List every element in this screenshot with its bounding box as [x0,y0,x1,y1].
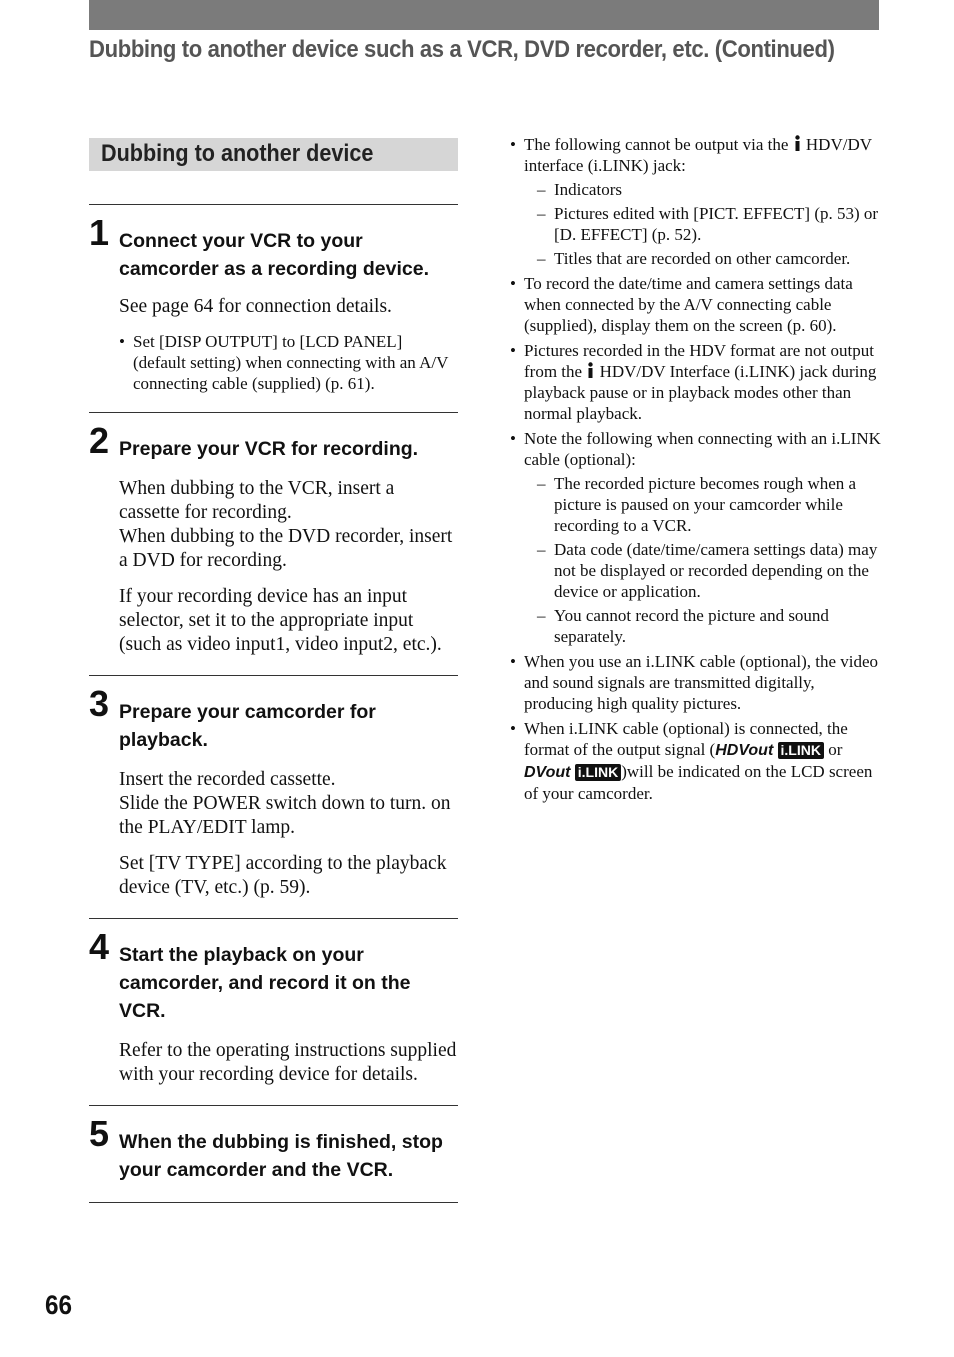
step-heading: Prepare your camcorder for playback. [119,701,376,751]
ilink-icon [793,135,802,153]
step-bullet: • Set [DISP OUTPUT] to [LCD PANEL] (default setting) when connecting with an A/V connecting cable (supplied) (p. 61). [119,331,458,394]
note-item [510,340,882,424]
note-text: Note the following when connecting with an i.LINK cable (optional): [524,429,881,469]
step-text: Insert the recorded cassette. [119,769,336,790]
note-subitem: – Indicators [524,179,882,200]
steps-column [89,204,458,1203]
step-number: 3 [89,683,110,724]
note-subitem: – Pictures edited with [PICT. EFFECT] (p. 53) or [D. EFFECT] (p. 52). [524,203,882,245]
note-item [510,428,882,647]
header-bar [89,0,879,30]
step-2 [89,413,458,675]
step-number: 5 [89,1113,110,1154]
step-text: Refer to the operating instructions supplied with your recording device for details. [119,1040,457,1085]
ilink-badge: i.LINK [575,764,621,781]
note-subitem: – The recorded picture becomes rough when a picture is paused on your camcorder while recording to a VCR. [524,473,882,536]
ilink-badge: i.LINK [778,742,824,759]
step-heading: When the dubbing is finished, stop your camcorder and the VCR. [119,1131,443,1181]
note-text: HDV/DV interface (i.LINK) jack: [524,135,872,175]
note-text: Pictures recorded in the HDV format are not output from the [524,341,874,381]
note-text: )will be indicated on the LCD screen of your camcorder. [524,762,873,803]
page-number: 66 [45,1290,73,1320]
step-number: 1 [89,212,110,253]
note-item: • When you use an i.LINK cable (optional), the video and sound signals are transmitted digitally, producing high quality pictures. [510,651,882,714]
step-text: See page 64 for connection details. [119,296,392,317]
note-item [510,134,882,269]
step-text: Slide the POWER switch down to turn. on the PLAY/EDIT lamp. [119,793,451,838]
note-text: or [828,740,843,759]
note-text: The following cannot be output via the [524,135,789,154]
note-item: • To record the date/time and camera settings data when connected by the A/V connecting cable (supplied), display them on the screen (p. 60). [510,273,882,336]
hdvout-badge: HDVout [715,742,774,759]
step-heading: Connect your VCR to your camcorder as a recording device. [119,230,429,280]
divider [89,1202,458,1203]
step-text: When dubbing to the VCR, insert a cassette for recording. [119,478,395,523]
page-title: Dubbing to another device such as a VCR, DVD recorder, etc. (Continued) [89,36,835,63]
note-text: HDV/DV Interface (i.LINK) jack during playback pause or in playback modes other than normal playback. [524,362,877,423]
step-text: When dubbing to the DVD recorder, insert a DVD for recording. [119,526,453,571]
step-text: Set [TV TYPE] according to the playback device (TV, etc.) (p. 59). [119,853,447,898]
ilink-icon [586,362,595,380]
notes-column [510,134,882,808]
dvout-badge: DVout [524,764,571,781]
note-subitem: – Titles that are recorded on other camcorder. [524,248,882,269]
step-text: If your recording device has an input selector, set it to the appropriate input (such as video input1, video input2, etc.). [119,586,442,655]
note-item [510,718,882,804]
step-5 [89,1106,458,1202]
step-4 [89,919,458,1105]
section-title: Dubbing to another device [101,140,374,167]
step-1 [89,205,458,412]
step-number: 4 [89,926,110,967]
step-heading: Prepare your VCR for recording. [119,438,419,460]
note-text: When i.LINK cable (optional) is connected, the format of the output signal ( [524,719,848,759]
step-heading: Start the playback on your camcorder, and record it on the VCR. [119,944,411,1022]
section-heading-box [89,138,458,171]
note-subitem: – You cannot record the picture and sound separately. [524,605,882,647]
note-subitem: – Data code (date/time/camera settings data) may not be displayed or recorded depending on the device or application. [524,539,882,602]
step-number: 2 [89,420,110,461]
step-3 [89,676,458,918]
